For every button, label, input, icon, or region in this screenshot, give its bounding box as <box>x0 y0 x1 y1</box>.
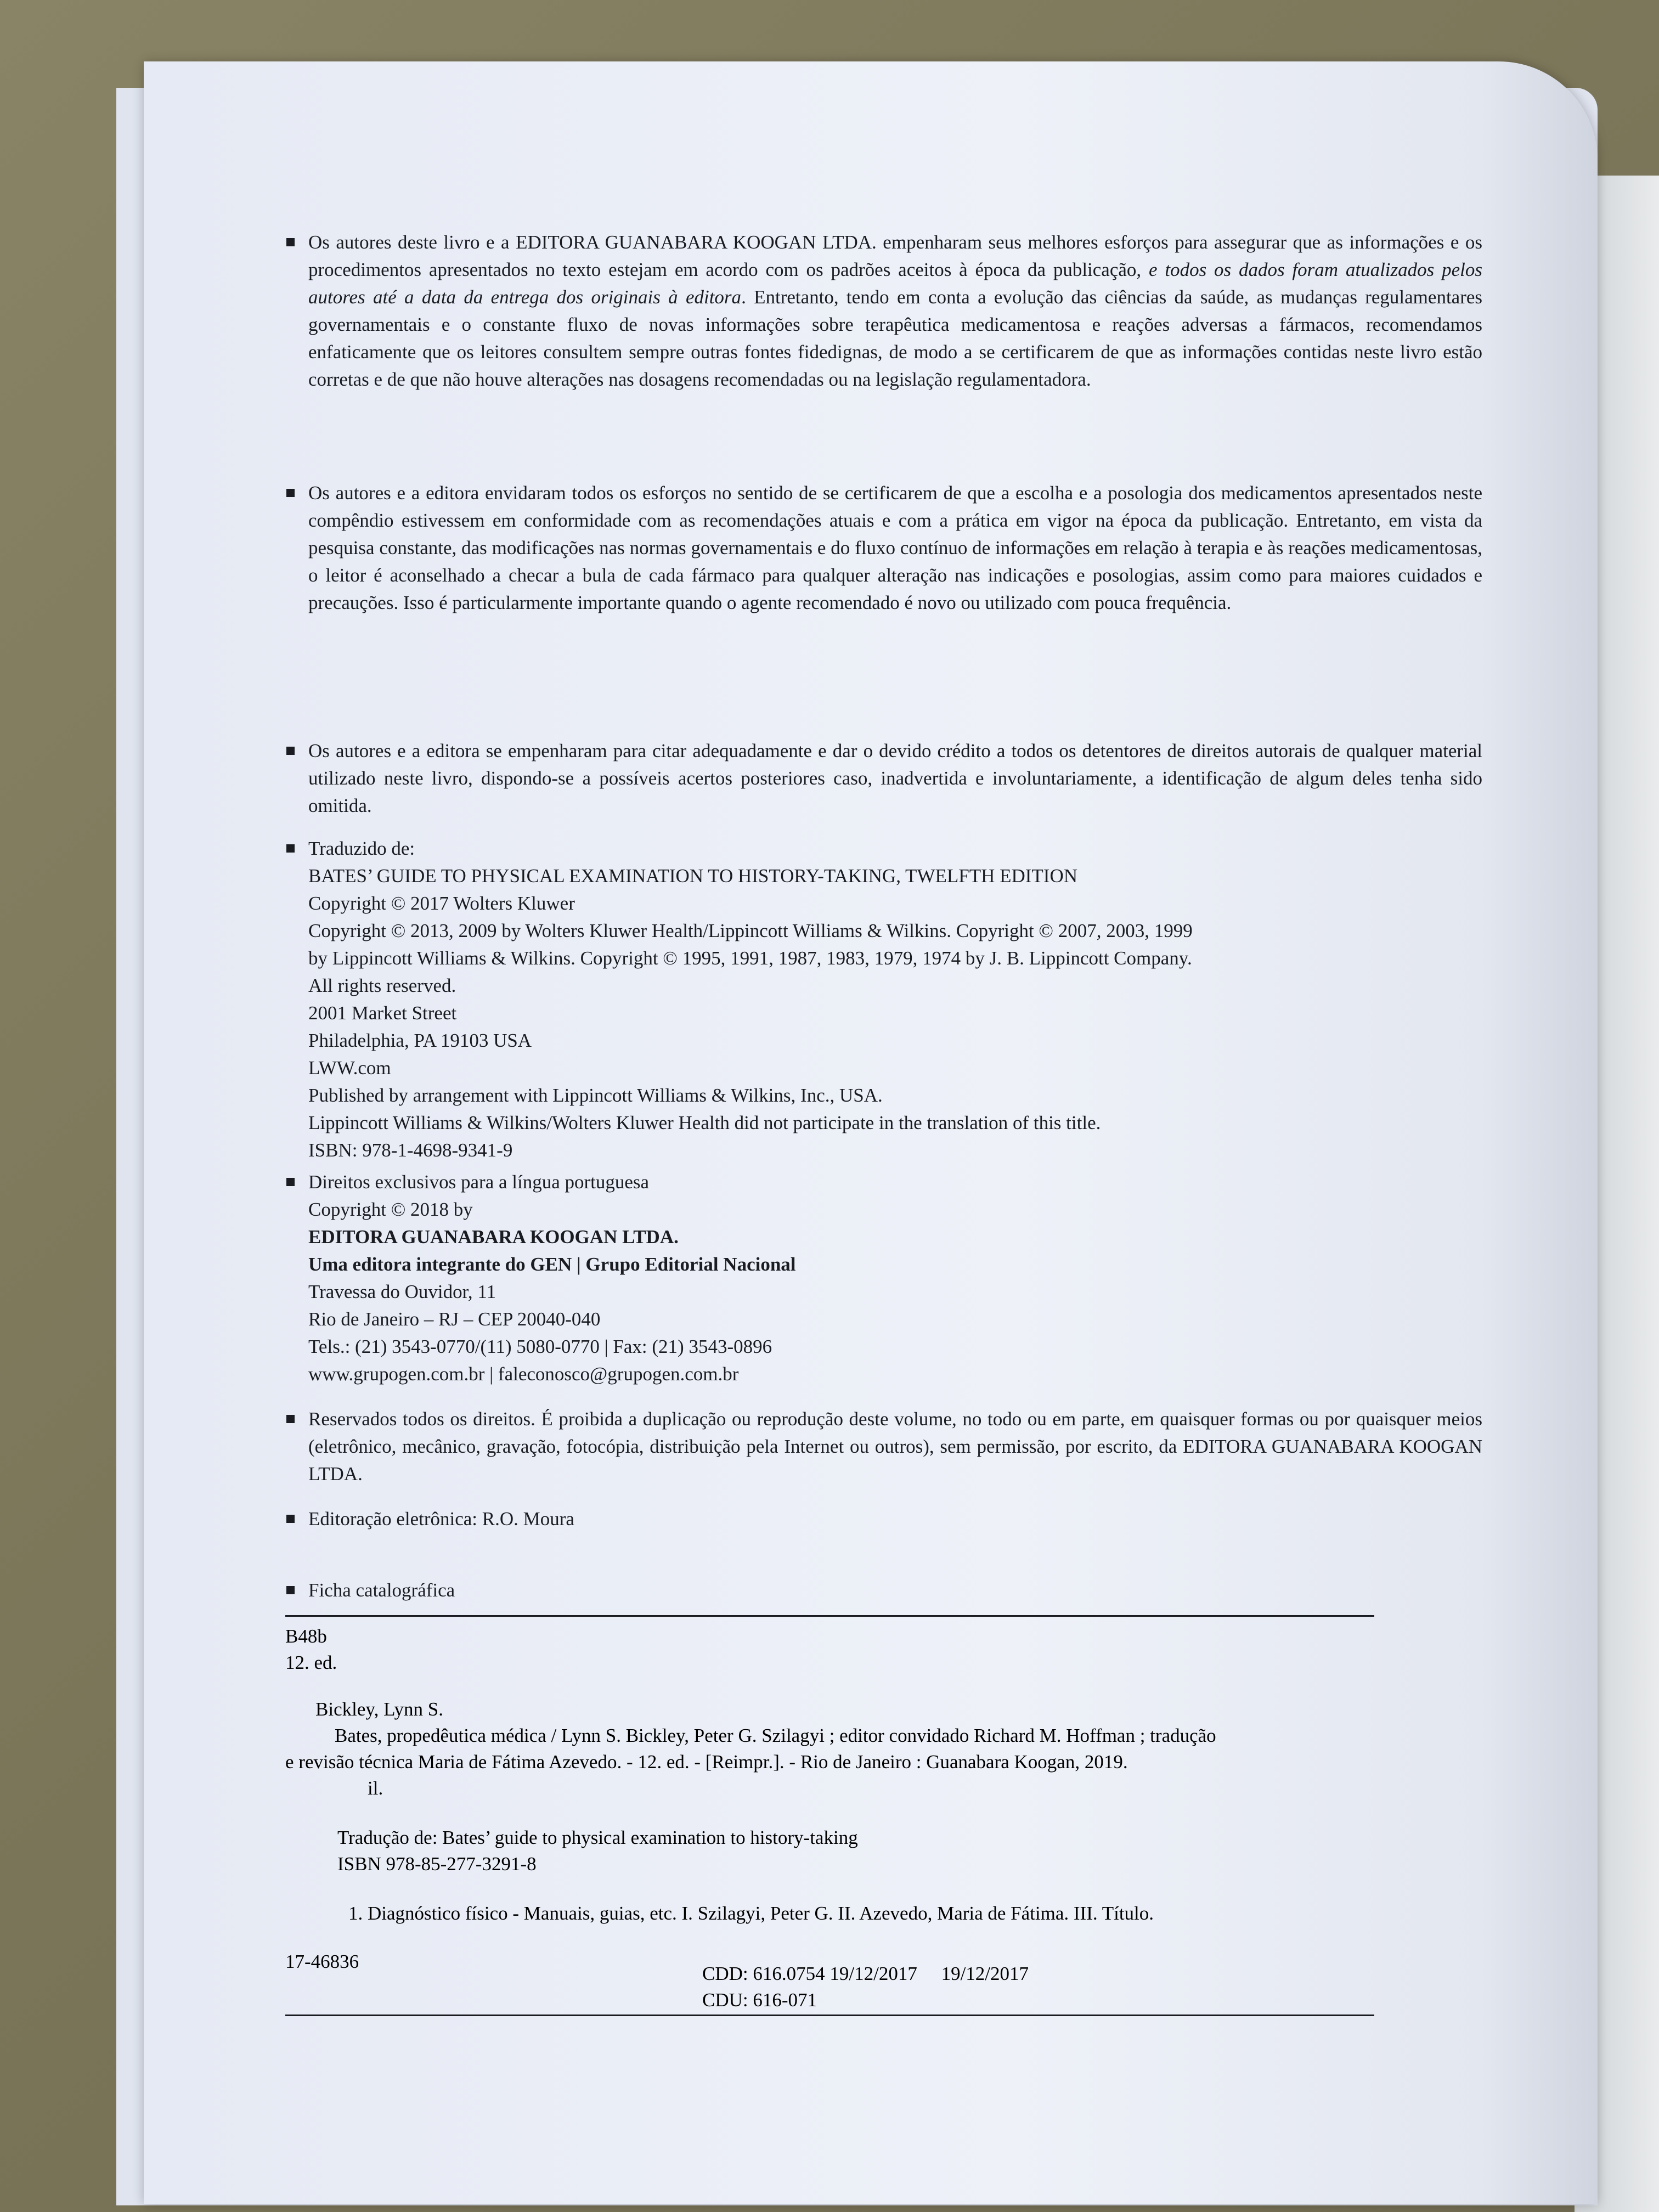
cip-cdu: CDU: 616-071 <box>702 1989 817 2011</box>
p3-text: Os autores e a editora se empenharam para citar adequadamente e dar o devido crédito a todos os detentores de direitos autorais de qualquer material utilizado neste livro, dispondo-se a possíveis acertos posteriores caso, inadvertida e involuntariamente, a identificação de algum deles tenha sido omitida. <box>308 740 1482 816</box>
bullet-icon <box>286 747 295 755</box>
cip-edition: 12. ed. <box>285 1652 337 1673</box>
disclaimer-paragraph-1 <box>308 229 1482 393</box>
original-address-street: 2001 Market Street <box>308 1002 457 1024</box>
rights-label: Direitos exclusivos para a língua portuguesa <box>308 1171 650 1193</box>
original-website: LWW.com <box>308 1057 391 1079</box>
bullet-icon <box>286 238 295 246</box>
bullet-icon <box>286 1178 295 1186</box>
publisher-web-email: www.grupogen.com.br | faleconosco@grupogen.com.br <box>308 1363 739 1385</box>
cip-code: B48b <box>285 1626 327 1647</box>
cip-entry-3: il. <box>368 1778 383 1799</box>
bullet-icon <box>286 1415 295 1423</box>
cip-bottom-rule <box>285 2015 1374 2016</box>
bullet-icon <box>286 489 295 497</box>
original-isbn: ISBN: 978-1-4698-9341-9 <box>308 1139 513 1161</box>
publisher-group: Uma editora integrante do GEN | Grupo Editorial Nacional <box>308 1254 796 1275</box>
p2-text: Os autores e a editora envidaram todos os esforços no sentido de se certificarem de que a escolha e a posologia dos medicamentos apresentados neste compêndio estivessem em conformidade com as recomendações atuais e com a prática em vigor na época da publicação. Entretanto, em vista da pesquisa constante, das modificações nas normas governamentais e do fluxo contínuo de informações em relação à terapia e às reações medicamentosas, o leitor é aconselhado a checar a bula de cada fármaco para qualquer alteração nas indicações e posologias, assim como para maiores cuidados e precauções. Isso é particularmente importante quando o agente recomendado é novo ou utilizado com pouca frequência. <box>308 482 1482 613</box>
translated-from-block <box>308 835 1482 1164</box>
original-copyright-3: by Lippincott Williams & Wilkins. Copyright © 1995, 1991, 1987, 1983, 1979, 1974 by J. B. Lippincott Company. <box>308 947 1192 969</box>
cip-cdd: CDD: 616.0754 19/12/2017 19/12/2017 <box>702 1963 1029 1984</box>
cip-top-rule <box>285 1615 1374 1617</box>
rights-copyright: Copyright © 2018 by <box>308 1199 473 1220</box>
original-copyright-1: Copyright © 2017 Wolters Kluwer <box>308 893 575 914</box>
arrangement-note: Published by arrangement with Lippincott Williams & Wilkins, Inc., USA. <box>308 1085 883 1106</box>
publisher-street: Travessa do Ouvidor, 11 <box>308 1281 496 1302</box>
p7-text: Reservados todos os direitos. É proibida a duplicação ou reprodução deste volume, no todo ou em parte, em quaisquer formas ou por quaisquer meios (eletrônico, mecânico, gravação, fotocópia, distribuição pela Internet ou outros), sem permissão, por escrito, da EDITORA GUANABARA KOOGAN LTDA. <box>308 1408 1482 1485</box>
editoracao-block <box>308 1505 1482 1533</box>
p1-text-c: . Entretanto, tendo em conta a evolução das ciências da saúde, as mudanças regulamentares governamentais e o constante fluxo de novas informações sobre terapêutica medicamentosa e reações adversas a fármacos, recomendamos enfaticamente que os leitores consultem sempre outras fontes fidedignas, de modo a se certificarem de que as informações contidas neste livro estão corretas e de que não houve alterações nas dosagens recomendadas ou na legislação regulamentadora. <box>308 286 1483 390</box>
bullet-icon <box>286 844 295 853</box>
original-address-city: Philadelphia, PA 19103 USA <box>308 1030 532 1051</box>
bullet-icon <box>286 1515 295 1523</box>
cip-translation-of: Tradução de: Bates’ guide to physical examination to history-taking <box>337 1827 858 1848</box>
cip-entry-2: e revisão técnica Maria de Fátima Azevedo. - 12. ed. - [Reimpr.]. - Rio de Janeiro : Guanabara Koogan, 2019. <box>285 1751 1128 1773</box>
p1-text-italic: e todos os dados foram atualizados pelos autores até a data da entrega dos originais à editora <box>308 259 1482 308</box>
cip-subjects: 1. Diagnóstico físico - Manuais, guias, etc. I. Szilagyi, Peter G. II. Azevedo, Maria de Fátima. III. Título. <box>348 1903 1154 1924</box>
cip-isbn: ISBN 978-85-277-3291-8 <box>337 1853 537 1875</box>
cip-entry-1: Bates, propedêutica médica / Lynn S. Bickley, Peter G. Szilagyi ; editor convidado Richard M. Hoffman ; tradução <box>335 1725 1216 1746</box>
disclaimer-paragraph-3 <box>308 737 1482 820</box>
disclaimer-paragraph-2 <box>308 479 1482 617</box>
cip-number: 17-46836 <box>285 1951 359 1972</box>
translated-from-label: Traduzido de: <box>308 838 415 859</box>
publisher-phones: Tels.: (21) 3543-0770/(11) 5080-0770 | Fax: (21) 3543-0896 <box>308 1336 772 1357</box>
reserved-rights-paragraph <box>308 1406 1482 1488</box>
publisher-city: Rio de Janeiro – RJ – CEP 20040-040 <box>308 1308 601 1330</box>
cip-author: Bickley, Lynn S. <box>315 1699 444 1720</box>
publisher-name: EDITORA GUANABARA KOOGAN LTDA. <box>308 1226 679 1248</box>
p1-text-a: Os autores deste livro e a EDITORA GUANABARA KOOGAN LTDA. empenharam seus melhores esforços para assegurar que as informações e os procedimentos apresentados no texto estejam em acordo com os padrões aceitos à época da publicação, <box>308 232 1482 280</box>
portuguese-rights-block <box>308 1169 1482 1388</box>
original-copyright-2: Copyright © 2013, 2009 by Wolters Kluwer Health/Lippincott Williams & Wilkins. Copyright © 2007, 2003, 1999 <box>308 920 1193 941</box>
editoracao-text: Editoração eletrônica: R.O. Moura <box>308 1508 574 1530</box>
translation-disclaimer: Lippincott Williams & Wilkins/Wolters Kluwer Health did not participate in the translation of this title. <box>308 1112 1101 1133</box>
ficha-heading-block <box>308 1577 1482 1604</box>
ficha-heading: Ficha catalográfica <box>308 1579 455 1601</box>
original-title: BATES’ GUIDE TO PHYSICAL EXAMINATION TO HISTORY-TAKING, TWELFTH EDITION <box>308 865 1077 887</box>
book-page <box>144 61 1598 2204</box>
all-rights-reserved: All rights reserved. <box>308 975 456 996</box>
bullet-icon <box>286 1586 295 1594</box>
